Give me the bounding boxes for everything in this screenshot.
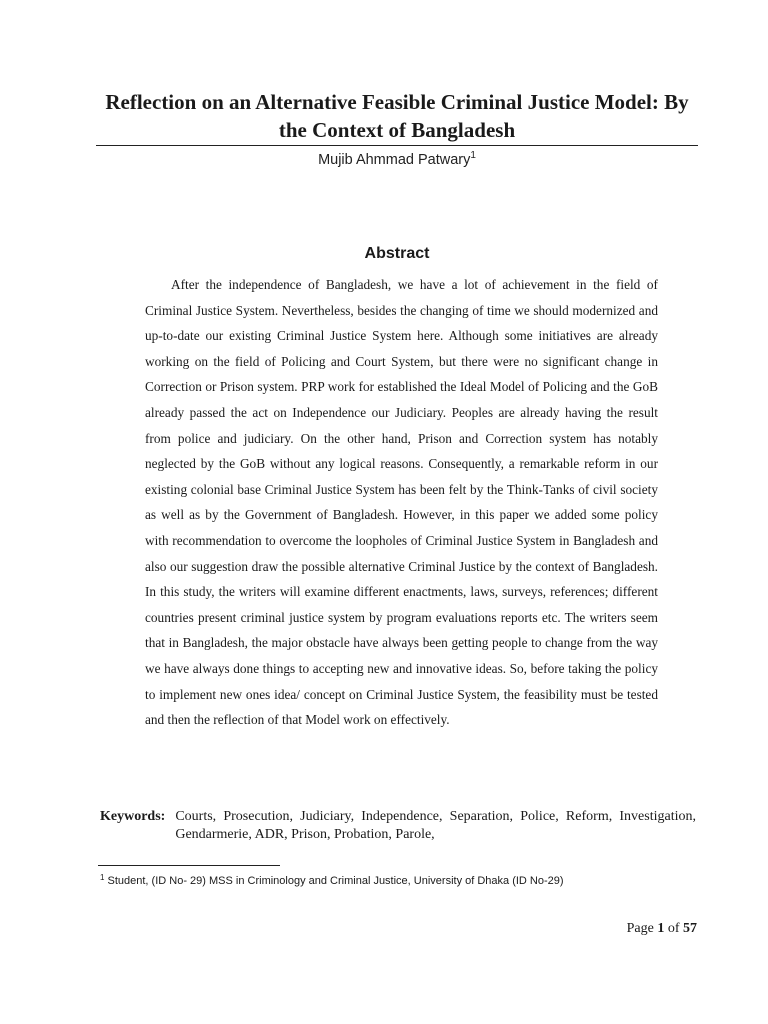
page-of: of (667, 921, 680, 936)
abstract-heading: Abstract (364, 245, 430, 262)
footnote-mark: 1 (100, 873, 105, 882)
footnote (100, 873, 700, 889)
title-underline (96, 145, 698, 146)
abstract-body: After the independence of Bangladesh, we have a lot of achievement in the field of Criminal Justice System. Nevertheless, besides the changing of time we should modernized and up-to-date our existing Criminal Justice System here. Although some initiatives are already working on the field of Policing and Court System, but there were no significant change in Correction or Prison system. PRP work for established the Ideal Model of Policing and the GoB already passed the act on Independence our Judiciary. Peoples are already having the result from police and judiciary. On the other hand, Prison and Correction system has notably neglected by the GoB without any logical reasons. Consequently, a remarkable reform in our existing colonial base Criminal Justice System has been felt by the Think-Tanks of civil society as well as by the Government of Bangladesh. However, in this paper we added some policy with recommendation to overcome the loopholes of Criminal Justice System in Bangladesh and also our suggestion draw the possible alternative Criminal Justice by the context of Bangladesh. In this study, the writers will examine different enactments, laws, surveys, references; different countries present criminal justice system by program evaluations reports etc. The writers seem that in Bangladesh, the major obstacle have always been getting people to change from the way we have always done things to accepting new and innovative ideas. So, before taking the policy to implement new ones idea/ concept on Criminal Justice System, the feasibility must be tested and then the reflection of that Model work on effectively. (145, 277, 658, 728)
footnote-text: Student, (ID No- 29) MSS in Criminology and Criminal Justice, University of Dhaka (ID No-29) (107, 875, 564, 887)
author-footnote-mark: 1 (470, 150, 476, 161)
author-name: Mujib Ahmmad Patwary (318, 152, 471, 168)
keywords-label: Keywords: (100, 809, 166, 824)
footnote-separator (98, 865, 280, 866)
keywords-text: Courts, Prosecution, Judiciary, Independence, Separation, Police, Reform, Investigation, Gendarmerie, ADR, Prison, Probation, Parole, (175, 809, 696, 842)
page-current: 1 (657, 921, 665, 936)
page-total: 57 (683, 921, 697, 936)
paper-title: Reflection on an Alternative Feasible Criminal Justice Model: By the Context of Bangladesh (105, 90, 689, 142)
page-label: Page (626, 921, 654, 936)
page-number (627, 920, 697, 938)
keywords-block (100, 808, 696, 844)
author-line (96, 149, 698, 171)
